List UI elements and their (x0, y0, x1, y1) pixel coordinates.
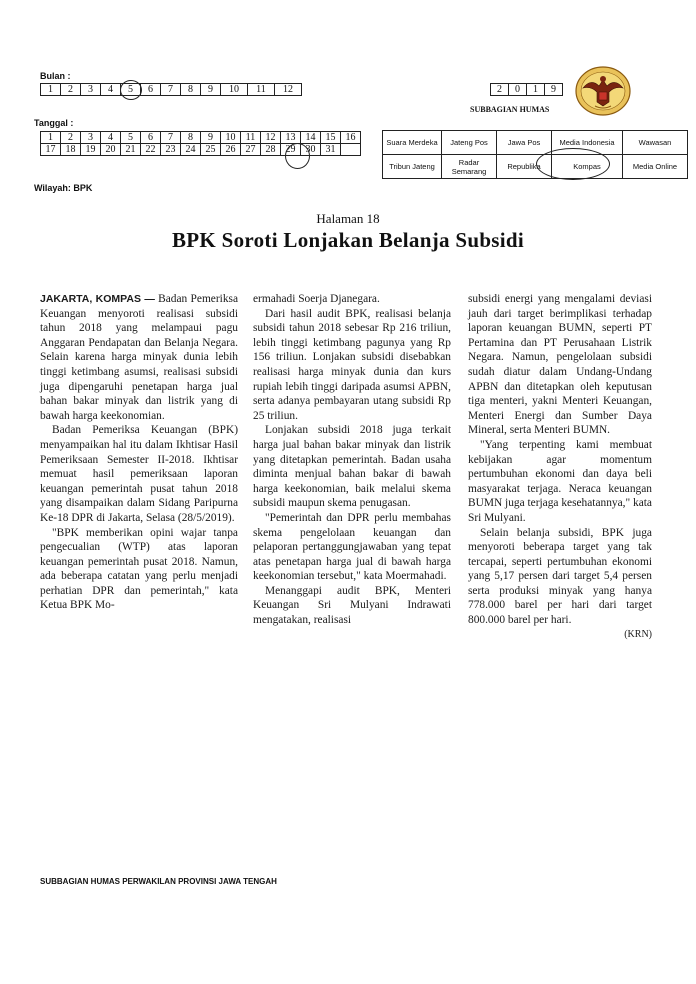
media-row-2 (383, 155, 688, 179)
month-cell: 2 (61, 84, 81, 96)
date-cell: 11 (241, 132, 261, 144)
date-cell: 16 (341, 132, 361, 144)
date-cell: 23 (161, 144, 181, 156)
media-cell: Radar Semarang (442, 155, 497, 179)
month-cell: 1 (41, 84, 61, 96)
date-cell: 24 (181, 144, 201, 156)
date-cell: 20 (101, 144, 121, 156)
date-cell: 15 (321, 132, 341, 144)
year-row (491, 84, 563, 96)
year-grid (490, 83, 563, 96)
date-cell: 6 (141, 132, 161, 144)
media-grid (382, 130, 688, 179)
paragraph: Dari hasil audit BPK, realisasi belanja subsidi tahun 2018 sebesar Rp 216 triliun, lebih tinggi ketimbang pagunya yang Rp 156 triliun. Lonjakan subsidi disebabkan realisasi harga minyak dunia dan kurs rupiah lebih tinggi daripada asumsi APBN, serta adanya pembayaran utang subsidi Rp 25 triliun. (253, 307, 451, 422)
article-headline: BPK Soroti Lonjakan Belanja Subsidi (171, 228, 525, 252)
year-digit: 2 (491, 84, 509, 96)
paragraph: Selain belanja subsidi, BPK juga menyoroti beberapa target yang tak tercapai, seperti pertumbuhan ekonomi yang 5,17 persen dari target 5,4 persen serta produksi minyak yang hanya 778.000 barel per hari dari target 800.000 barel per hari. (468, 526, 652, 627)
date-cell: 31 (321, 144, 341, 156)
article-body (40, 292, 652, 747)
author-credit: (KRN) (624, 628, 652, 640)
tanggal-grid (40, 131, 361, 156)
paragraph: "Pemerintah dan DPR perlu membahas skema pengelolaan keuangan dan pelaporan pertanggungjawaban yang tepat atas penetapan harga jual di bawah harga keekonomian tersebut," kata Moermahadi. (253, 511, 451, 583)
media-cell: Suara Merdeka (383, 131, 442, 155)
date-cell: 27 (241, 144, 261, 156)
paragraph: Menanggapi audit BPK, Menteri Keuangan Sri Mulyani Indrawati mengatakan, realisasi (253, 584, 451, 627)
date-cell: 10 (221, 132, 241, 144)
bulan-label: Bulan : (40, 71, 71, 81)
paragraph (40, 292, 238, 423)
date-cell: 25 (201, 144, 221, 156)
date-cell (341, 144, 361, 156)
page-number: Halaman 18 (316, 211, 380, 226)
date-cell: 12 (261, 132, 281, 144)
date-cell: 4 (101, 132, 121, 144)
article-column-2 (253, 292, 451, 628)
month-cell: 5 (121, 84, 141, 96)
paragraph: subsidi energi yang mengalami deviasi jauh dari target berimplikasi terhadap laporan keuangan BUMN, seperti PT Pertamina dan PT Perusahaan Listrik Negara. Namun, pengelolaan subsidi sudah diatur dalam Undang-Undang APBN dan ditetapkan oleh keputusan tiga menteri, yakni Menteri Keuangan, Menteri Energi dan Sumber Daya Mineral, serta Menteri BUMN. (468, 293, 652, 437)
paragraph: "Yang terpenting kami membuat kebijakan agar momentum pertumbuhan ekonomi dan daya beli masyarakat terjaga. Neraca keuangan BUMN juga terjaga kesehatannya," kata Sri Mulyani. (468, 438, 652, 524)
month-cell: 8 (181, 84, 201, 96)
date-cell: 2 (61, 132, 81, 144)
date-cell: 3 (81, 132, 101, 144)
tanggal-row-2 (41, 144, 361, 156)
paragraph: ermahadi Soerja Djanegara. (253, 293, 380, 305)
paragraph-text: Badan Pemeriksa Keuangan menyoroti realisasi subsidi tahun 2018 yang melampaui pagu Anggaran Pendapatan dan Belanja Negara. Selain karena harga minyak dunia lebih tinggi ketimbang asumsi, realisasi subsidi juga dipengaruhi penetapan harga jual bahan bakar minyak dan listrik yang di bawah harga keekonomian. (40, 293, 239, 422)
paragraph: Lonjakan subsidi 2018 juga terkait harga jual bahan bakar minyak dan listrik yang ditetapkan pemerintah. Badan usaha diminta menjual bahan bakar di bawah harga keekonomian, baik melalui skema subsidi maupun skema penugasan. (253, 424, 451, 510)
media-cell: Media Online (623, 155, 688, 179)
selected-date-circle (285, 143, 310, 169)
paragraph: Badan Pemeriksa Keuangan (BPK) menyampaikan hal itu dalam Ikhtisar Hasil Pemeriksaan Semester II-2018. Ikhtisar memuat hasil pemeriksaan laporan keuangan pemerintah pusat tahun 2018 yang disampaikan dalam Sidang Paripurna Ke-18 DPR di Jakarta, Selasa (28/5/2019). (40, 424, 238, 524)
date-cell: 13 (281, 132, 301, 144)
date-cell: 19 (81, 144, 101, 156)
year-digit: 9 (545, 84, 563, 96)
month-cell: 12 (275, 84, 302, 96)
date-cell: 17 (41, 144, 61, 156)
selected-media-circle (536, 148, 610, 180)
date-cell: 30 (301, 144, 321, 156)
media-cell: Jawa Pos (497, 131, 552, 155)
article-column-3 (468, 292, 652, 642)
month-cell: 7 (161, 84, 181, 96)
article-column-1 (40, 292, 238, 613)
month-cell: 4 (101, 84, 121, 96)
media-cell: Kompas (552, 155, 623, 179)
tanggal-row-1 (41, 132, 361, 144)
media-row-1 (383, 131, 688, 155)
date-cell: 26 (221, 144, 241, 156)
date-cell: 1 (41, 132, 61, 144)
media-cell: Jateng Pos (442, 131, 497, 155)
month-cell: 9 (201, 84, 221, 96)
month-cell: 10 (221, 84, 248, 96)
month-cell: 3 (81, 84, 101, 96)
media-cell: Tribun Jateng (383, 155, 442, 179)
media-cell: Media Indonesia (552, 131, 623, 155)
month-cell: 6 (141, 84, 161, 96)
media-cell: Republika (497, 155, 552, 179)
footer-label: SUBBAGIAN HUMAS PERWAKILAN PROVINSI JAWA TENGAH (40, 877, 277, 886)
date-cell: 8 (181, 132, 201, 144)
garuda-emblem-icon (575, 66, 631, 116)
date-cell: 28 (261, 144, 281, 156)
date-cell: 22 (141, 144, 161, 156)
tanggal-label: Tanggal : (34, 118, 74, 128)
bulan-row (41, 84, 302, 96)
year-digit: 0 (509, 84, 527, 96)
date-cell: 21 (121, 144, 141, 156)
selected-month-circle (120, 80, 142, 100)
media-cell: Wawasan (623, 131, 688, 155)
bulan-grid (40, 83, 302, 96)
dateline: JAKARTA, KOMPAS — (40, 293, 155, 305)
date-cell: 5 (121, 132, 141, 144)
wilayah-label: Wilayah: BPK (34, 183, 93, 193)
date-cell: 14 (301, 132, 321, 144)
subbagian-humas-label: SUBBAGIAN HUMAS (470, 105, 550, 114)
date-cell: 7 (161, 132, 181, 144)
date-cell: 18 (61, 144, 81, 156)
year-digit: 1 (527, 84, 545, 96)
date-cell: 29 (281, 144, 301, 156)
paragraph: "BPK memberikan opini wajar tanpa pengecualian (WTP) atas laporan keuangan pemerintah pusat 2018. Namun, ada beberapa catatan yang perlu menjadi perhatian DPR dan pemerintah," kata Ketua BPK Mo- (40, 526, 238, 612)
month-cell: 11 (248, 84, 275, 96)
date-cell: 9 (201, 132, 221, 144)
